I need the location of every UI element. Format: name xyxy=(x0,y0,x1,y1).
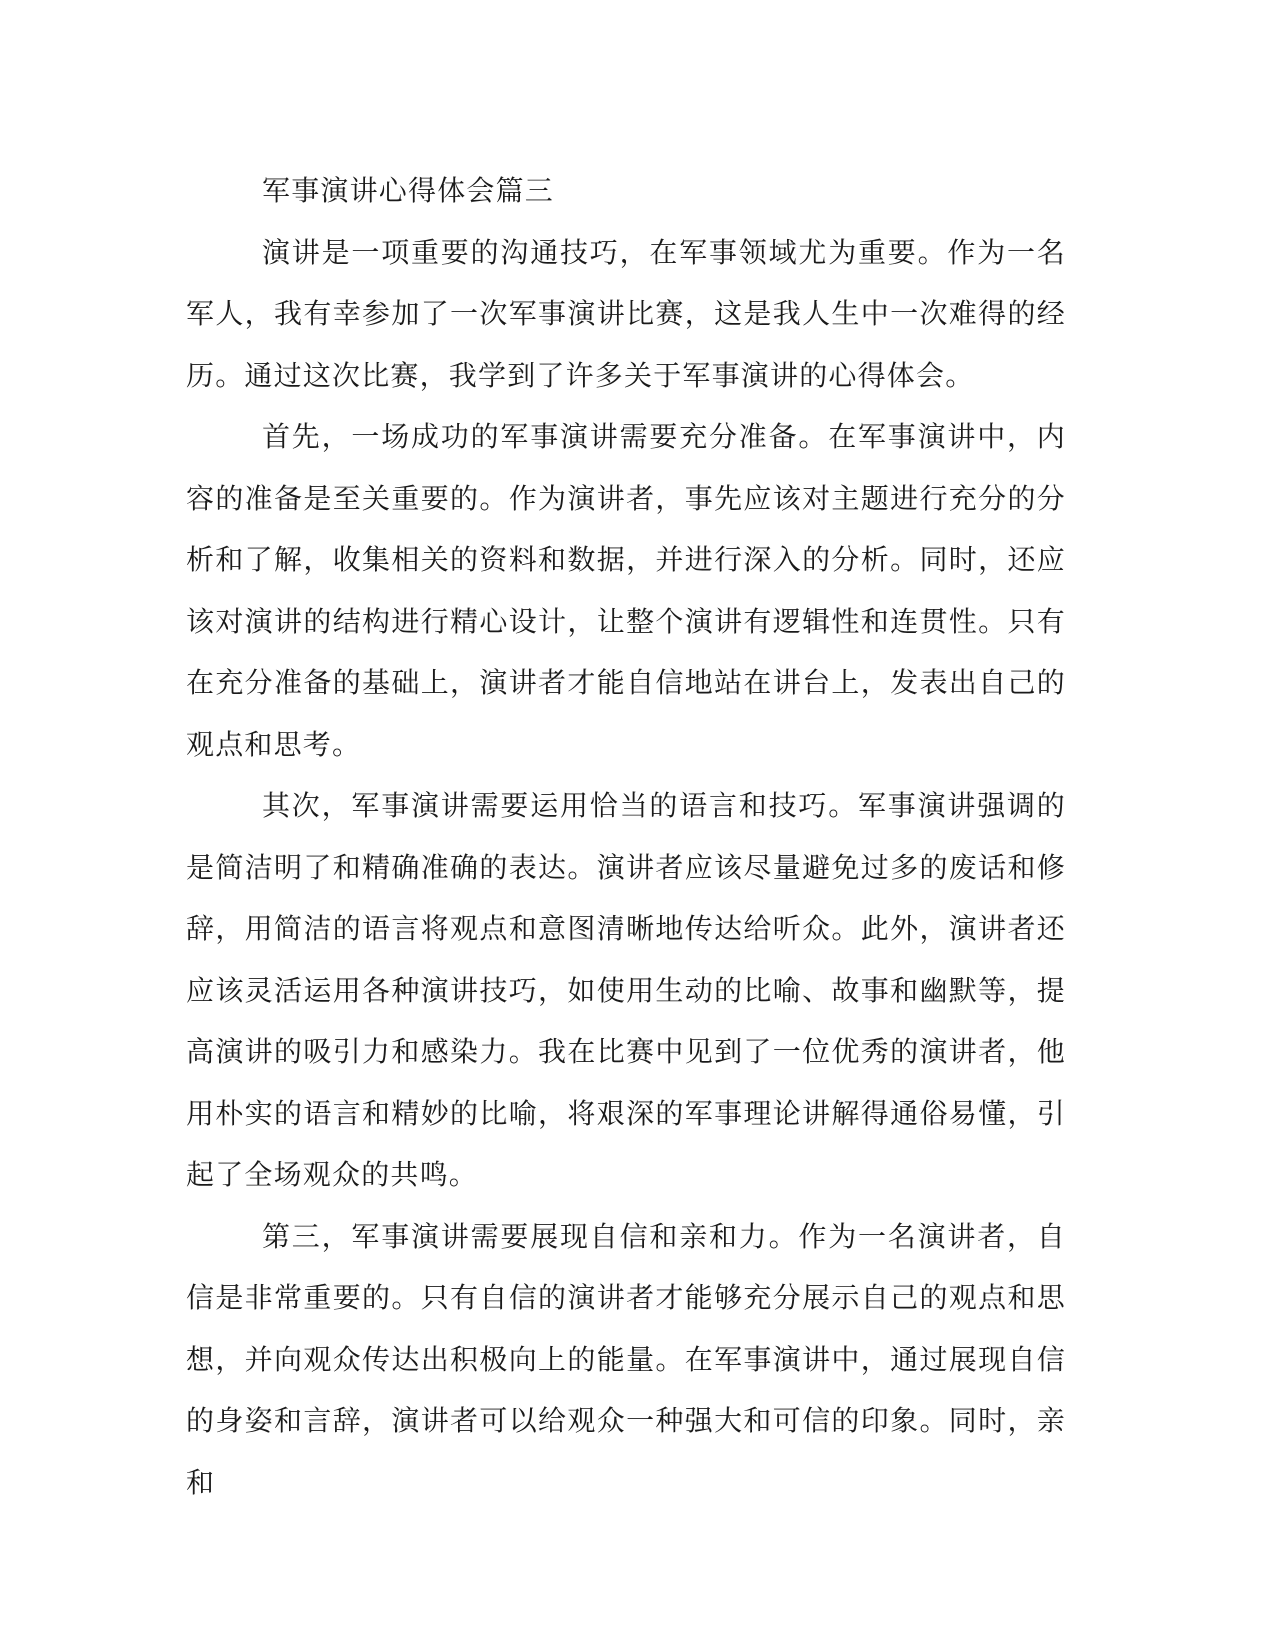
paragraph-intro: 演讲是一项重要的沟通技巧，在军事领域尤为重要。作为一名军人，我有幸参加了一次军事演讲比赛，这是我人生中一次难得的经历。通过这次比赛，我学到了许多关于军事演讲的心得体会。 xyxy=(186,235,1066,392)
paragraph-language-skills: 其次，军事演讲需要运用恰当的语言和技巧。军事演讲强调的是简洁明了和精确准确的表达。演讲者应该尽量避免过多的废话和修辞，用简洁的语言将观点和意图清晰地传达给听众。此外，演讲者还应该灵活运用各种演讲技巧，如使用生动的比喻、故事和幽默等，提高演讲的吸引力和感染力。我在比赛中见到了一位优秀的演讲者，他用朴实的语言和精妙的比喻，将艰深的军事理论讲解得通俗易懂，引起了全场观众的共鸣。 xyxy=(186,789,1066,1191)
document-title: 军事演讲心得体会篇三 xyxy=(262,174,555,207)
document-body xyxy=(186,160,1066,1513)
paragraph-preparation: 首先，一场成功的军事演讲需要充分准备。在军事演讲中，内容的准备是至关重要的。作为演讲者，事先应该对主题进行充分的分析和了解，收集相关的资料和数据，并进行深入的分析。同时，还应该对演讲的结构进行精心设计，让整个演讲有逻辑性和连贯性。只有在充分准备的基础上，演讲者才能自信地站在讲台上，发表出自己的观点和思考。 xyxy=(186,420,1066,761)
paragraph-confidence: 第三，军事演讲需要展现自信和亲和力。作为一名演讲者，自信是非常重要的。只有自信的演讲者才能够充分展示自己的观点和思想，并向观众传达出积极向上的能量。在军事演讲中，通过展现自信的身姿和言辞，演讲者可以给观众一种强大和可信的印象。同时，亲和 xyxy=(186,1219,1066,1499)
